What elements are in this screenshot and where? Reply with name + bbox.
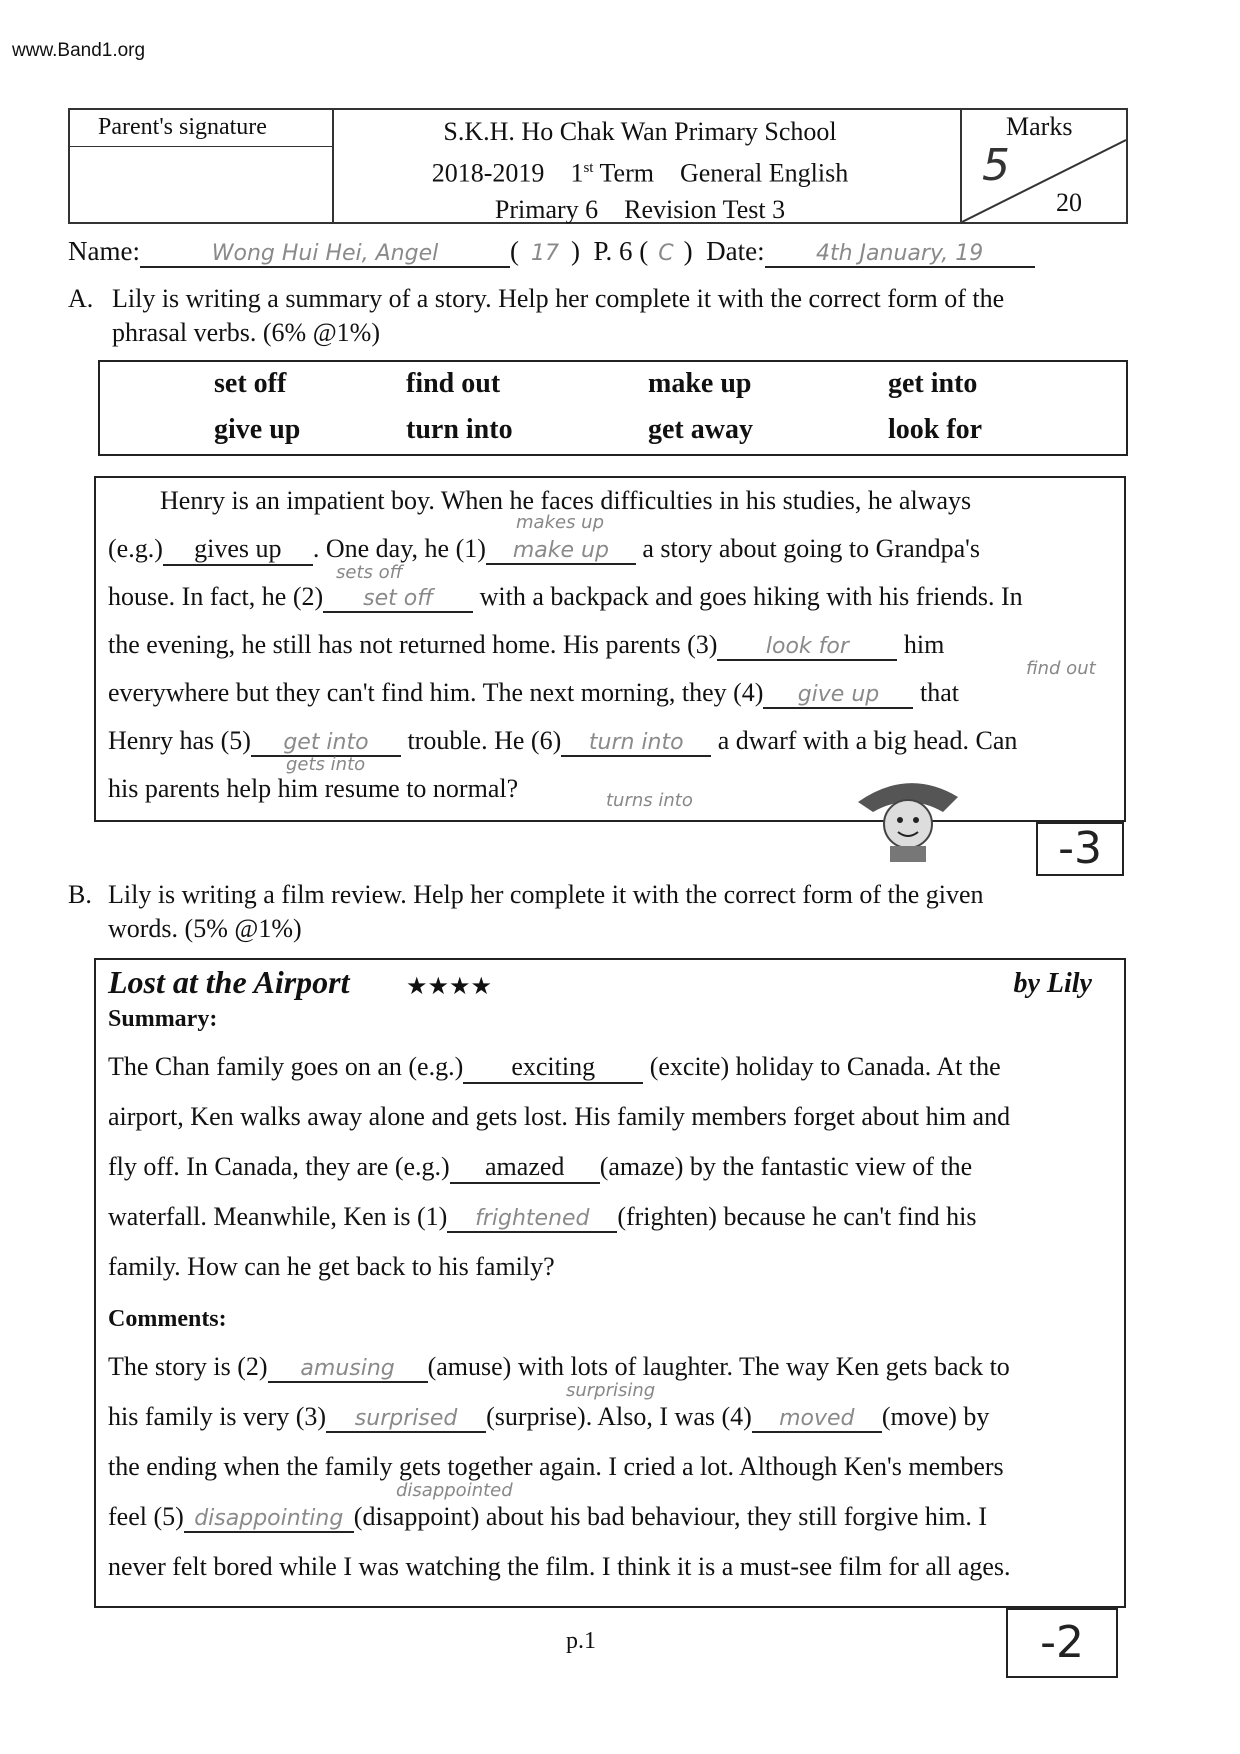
header-box: [68, 108, 1128, 224]
word-bank-item: set off: [214, 368, 287, 399]
word-bank-item: get into: [888, 368, 978, 399]
signature-cell: [70, 110, 334, 222]
review-line: The Chan family goes on an (e.g.) exciting (excite) holiday to Canada. At the: [108, 1052, 1112, 1084]
school-info: [360, 114, 920, 228]
review-line: waterfall. Meanwhile, Ken is (1) frightened (frighten) because he can't find his: [108, 1202, 977, 1231]
section-b-letter: B.: [68, 880, 92, 909]
section-a-instruction: Lily is writing a summary of a story. Help her complete it with the correct form of the phrasal verbs. (6% @1%): [112, 284, 1005, 347]
website-label: www.Band1.org: [12, 40, 146, 61]
story-line: the evening, he still has not returned home. His parents (3) look for him: [108, 630, 945, 659]
example-answer: amazed: [450, 1152, 600, 1184]
page-number: p.1: [566, 1628, 596, 1654]
story-line: his parents help him resume to normal?: [108, 774, 519, 803]
story-line: (e.g.) gives up . One day, he (1) make up a story about going to Grandpa's: [108, 534, 1112, 566]
comments-label: Comments:: [108, 1306, 227, 1332]
example-answer: exciting: [463, 1052, 643, 1084]
correction-note: find out: [1026, 658, 1096, 679]
section-b-instruction: Lily is writing a film review. Help her complete it with the correct form of the given words. (5% @1%): [108, 880, 984, 943]
section-a-letter: A.: [68, 284, 94, 313]
story-line: everywhere but they can't find him. The next morning, they (4) give up that: [108, 678, 959, 707]
word-bank-item: turn into: [406, 414, 513, 445]
class-number: 17: [530, 241, 559, 266]
review-line: feel (5) disappointing (disappoint) about his bad behaviour, they still forgive him. I: [108, 1502, 987, 1531]
term-line: 2018-2019 1st Term General English: [431, 158, 849, 188]
example-answer: gives up: [163, 534, 313, 566]
answer-b2[interactable]: amusing: [268, 1356, 428, 1383]
date-field: 4th January, 19: [765, 241, 1035, 268]
word-bank-item: look for: [888, 414, 983, 445]
test-line: Primary 6 Revision Test 3: [494, 194, 786, 224]
answer-6[interactable]: turn into: [561, 730, 711, 757]
correction-note: gets into: [286, 754, 366, 775]
answer-b5[interactable]: disappointing: [184, 1506, 354, 1533]
school-name: S.K.H. Ho Chak Wan Primary School: [443, 117, 837, 146]
word-bank-item: find out: [406, 368, 501, 399]
correction-note: surprising: [566, 1380, 656, 1401]
marks-cell: [960, 110, 1126, 222]
answer-5[interactable]: get into: [251, 730, 401, 757]
name-field: Wong Hui Hei, Angel: [140, 241, 510, 268]
marks-total: 20: [1056, 188, 1082, 217]
answer-2[interactable]: set off: [323, 586, 473, 613]
review-line: fly off. In Canada, they are (e.g.) amazed (amaze) by the fantastic view of the: [108, 1152, 1112, 1184]
section-b-deduction: -2: [1006, 1608, 1118, 1678]
class-value: C: [658, 241, 674, 266]
answer-b1[interactable]: frightened: [447, 1206, 617, 1233]
dwarf-illustration: [848, 772, 968, 862]
word-bank-item: make up: [648, 368, 752, 399]
signature-label: Parent's signature: [98, 114, 267, 140]
review-line: The story is (2) amusing (amuse) with lots of laughter. The way Ken gets back to: [108, 1352, 1010, 1381]
correction-note: disappointed: [396, 1480, 513, 1501]
story-line: Henry has (5) get into trouble. He (6) turn into a dwarf with a big head. Can: [108, 726, 1018, 755]
story-box: [94, 476, 1126, 822]
correction-note: makes up: [516, 512, 604, 533]
marks-label: Marks: [1006, 112, 1073, 141]
answer-3[interactable]: look for: [717, 634, 897, 661]
word-bank-item: give up: [214, 414, 301, 445]
word-bank-item: get away: [648, 414, 753, 445]
story-line: house. In fact, he (2) set off with a backpack and goes hiking with his friends. In: [108, 582, 1023, 611]
review-line: family. How can he get back to his family?: [108, 1252, 555, 1281]
review-title: Lost at the Airport: [108, 964, 350, 1000]
review-author: by Lily: [1013, 968, 1092, 999]
review-line: his family is very (3) surprised (surprise). Also, I was (4) moved (move) by: [108, 1402, 990, 1431]
story-line: Henry is an impatient boy. When he faces difficulties in his studies, he always: [160, 486, 972, 515]
answer-b3[interactable]: surprised: [326, 1406, 486, 1433]
review-box: [94, 958, 1126, 1608]
review-stars: ★★★★: [406, 974, 493, 1000]
answer-1[interactable]: make up: [486, 538, 636, 565]
score-value: 5: [982, 140, 1010, 191]
word-bank: [98, 360, 1128, 456]
review-line: airport, Ken walks away alone and gets lost. His family members forget about him and: [108, 1102, 1011, 1131]
correction-note: turns into: [606, 790, 693, 811]
section-a-deduction: -3: [1036, 822, 1124, 876]
answer-b4[interactable]: moved: [752, 1406, 882, 1433]
answer-4[interactable]: give up: [763, 682, 913, 709]
review-line: the ending when the family gets together again. I cried a lot. Although Ken's members: [108, 1452, 1004, 1481]
correction-note: sets off: [336, 562, 403, 583]
student-info-row: Name: Wong Hui Hei, Angel ( 17 ) P. 6 ( C ) Date: 4th January, 19: [68, 236, 1035, 268]
summary-label: Summary:: [108, 1006, 218, 1032]
review-line: never felt bored while I was watching the film. I think it is a must-see film for all ages.: [108, 1552, 1011, 1581]
